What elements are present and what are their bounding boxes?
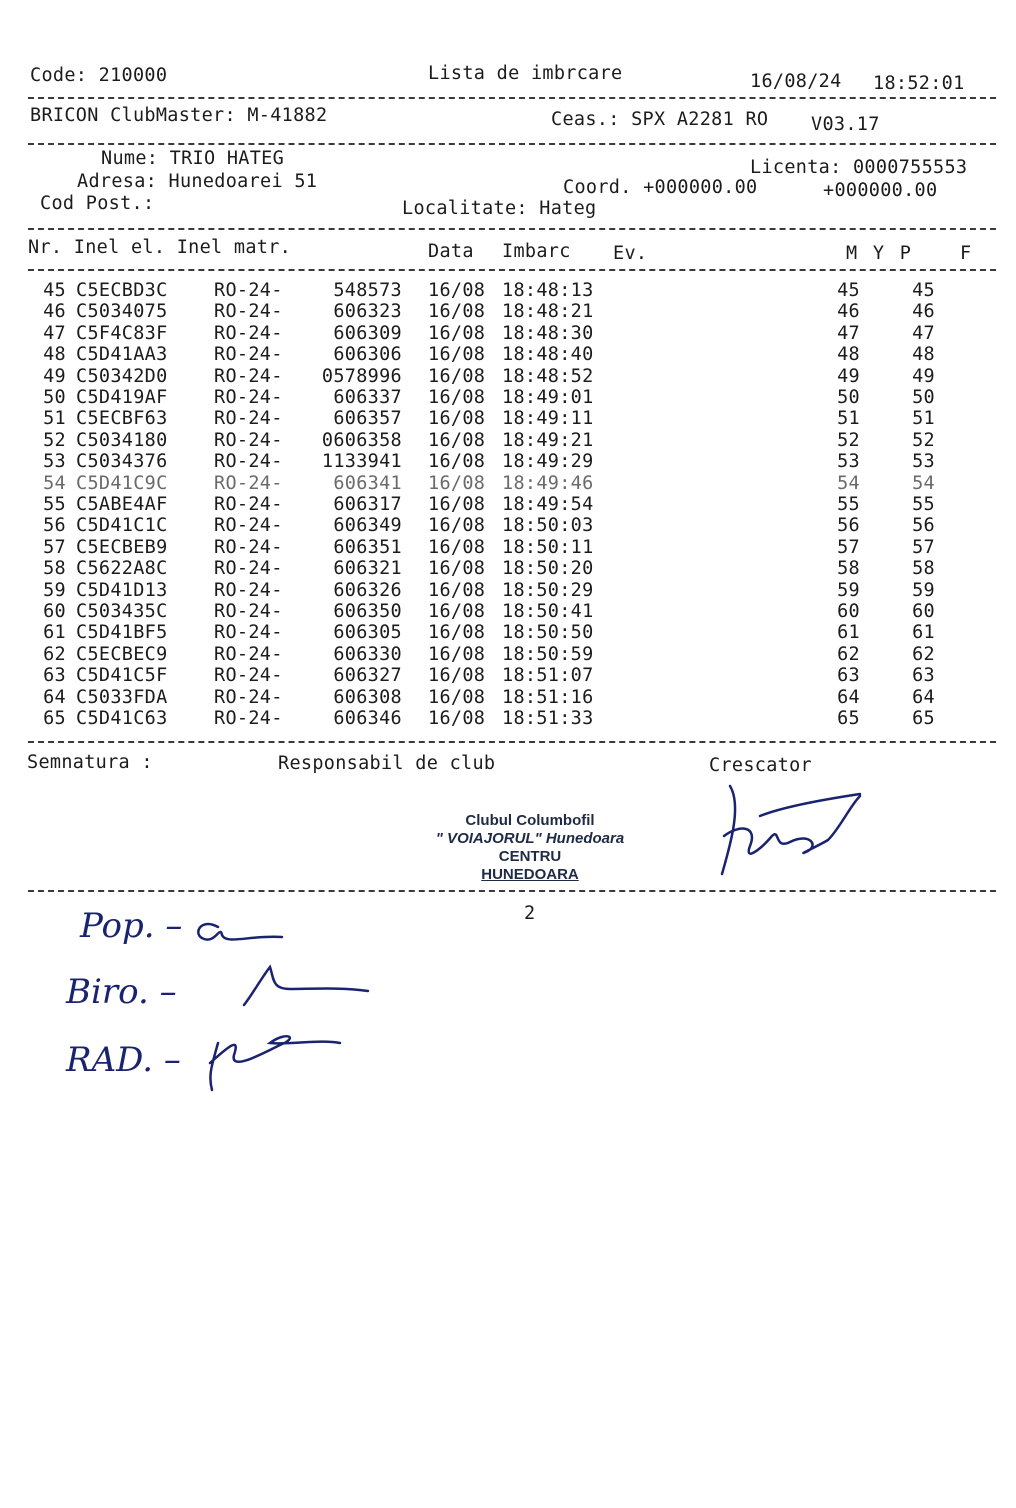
ring-prefix: RO-24-	[214, 558, 283, 580]
ring-prefix: RO-24-	[214, 643, 283, 665]
row-number: 59	[43, 579, 66, 601]
row-number: 53	[43, 451, 66, 473]
ring-number: 606337	[333, 387, 402, 408]
ring-prefix: RO-24-	[214, 472, 283, 494]
row-number: 50	[43, 387, 66, 408]
table-row	[0, 494, 1016, 515]
electronic-ring: C5F4C83F	[76, 322, 168, 344]
divider	[28, 269, 996, 271]
fancier-address: Adresa: Hunedoarei 51	[77, 171, 318, 192]
p-value: 51	[912, 408, 935, 430]
divider	[28, 143, 996, 145]
row-number: 57	[43, 536, 66, 558]
ring-number: 606327	[333, 665, 402, 687]
device-label: BRICON ClubMaster: M-41882	[30, 105, 328, 126]
coordinates-second: +000000.00	[823, 180, 938, 201]
ring-number: 548573	[333, 280, 402, 301]
m-value: 54	[837, 472, 860, 494]
electronic-ring: C5034376	[76, 451, 168, 473]
row-number: 63	[43, 665, 66, 687]
m-value: 59	[837, 579, 860, 601]
row-number: 56	[43, 515, 66, 537]
postcode-label: Cod Post.:	[40, 193, 155, 214]
p-value: 53	[912, 451, 935, 473]
table-row	[0, 344, 1016, 365]
fancier-name: Nume: TRIO HATEG	[101, 148, 285, 169]
ring-prefix: RO-24-	[214, 322, 283, 344]
electronic-ring: C5034075	[76, 301, 168, 323]
boarding-time: 18:50:20	[502, 558, 594, 580]
boarding-date: 16/08	[428, 408, 486, 430]
table-row	[0, 301, 1016, 322]
boarding-time: 18:49:29	[502, 451, 594, 473]
ring-prefix: RO-24-	[214, 494, 283, 515]
ring-number: 606308	[333, 686, 402, 708]
table-row	[0, 644, 1016, 665]
m-value: 49	[837, 365, 860, 387]
m-value: 53	[837, 451, 860, 473]
ring-number: 0578996	[321, 365, 402, 387]
p-value: 60	[912, 601, 935, 622]
electronic-ring: C5D41AA3	[76, 344, 168, 366]
boarding-time: 18:49:21	[502, 429, 594, 451]
table-row	[0, 665, 1016, 686]
p-value: 58	[912, 558, 935, 580]
clock-label: Ceas.: SPX A2281 RO	[551, 109, 769, 130]
boarding-date: 16/08	[428, 322, 486, 344]
p-value: 49	[912, 365, 935, 387]
table-row	[0, 708, 1016, 729]
m-value: 57	[837, 536, 860, 558]
row-number: 60	[43, 601, 66, 622]
p-value: 62	[912, 643, 935, 665]
ring-prefix: RO-24-	[214, 451, 283, 473]
ring-number: 606317	[333, 494, 402, 515]
boarding-date: 16/08	[428, 665, 486, 687]
boarding-time: 18:49:54	[502, 494, 594, 515]
ring-number: 606351	[333, 536, 402, 558]
row-number: 54	[43, 472, 66, 494]
divider	[28, 741, 996, 743]
handwritten-note-biro: Biro. –	[66, 972, 177, 1012]
stamp-line: HUNEDOARA	[481, 866, 579, 883]
breeder-label: Crescator	[709, 755, 812, 776]
table-row	[0, 473, 1016, 494]
boarding-time: 18:50:41	[502, 601, 594, 622]
ring-number: 1133941	[321, 451, 402, 473]
p-value: 64	[912, 686, 935, 708]
p-value: 57	[912, 536, 935, 558]
m-value: 65	[837, 708, 860, 729]
p-value: 52	[912, 429, 935, 451]
col-header-date: Data	[428, 241, 474, 262]
ring-prefix: RO-24-	[214, 665, 283, 687]
electronic-ring: C5D41C63	[76, 708, 168, 729]
m-value: 47	[837, 322, 860, 344]
ring-prefix: RO-24-	[214, 708, 283, 729]
boarding-date: 16/08	[428, 622, 486, 644]
boarding-date: 16/08	[428, 280, 486, 301]
boarding-date: 16/08	[428, 429, 486, 451]
boarding-date: 16/08	[428, 579, 486, 601]
boarding-time: 18:48:40	[502, 344, 594, 366]
boarding-date: 16/08	[428, 387, 486, 408]
electronic-ring: C5ABE4AF	[76, 494, 168, 515]
row-number: 52	[43, 429, 66, 451]
handwritten-signatures	[190, 905, 380, 1095]
col-header-f: F	[960, 243, 972, 264]
m-value: 58	[837, 558, 860, 580]
divider	[28, 890, 996, 892]
ring-prefix: RO-24-	[214, 408, 283, 430]
breeder-signature	[700, 776, 870, 886]
row-number: 47	[43, 322, 66, 344]
boarding-time: 18:50:29	[502, 579, 594, 601]
row-number: 51	[43, 408, 66, 430]
electronic-ring: C5D41BF5	[76, 622, 168, 644]
electronic-ring: C5034180	[76, 429, 168, 451]
m-value: 56	[837, 515, 860, 537]
ring-prefix: RO-24-	[214, 344, 283, 366]
table-row	[0, 601, 1016, 622]
p-value: 63	[912, 665, 935, 687]
boarding-date: 16/08	[428, 536, 486, 558]
table-row	[0, 687, 1016, 708]
boarding-time: 18:49:01	[502, 387, 594, 408]
table-row	[0, 408, 1016, 429]
ring-number: 606346	[333, 708, 402, 729]
row-number: 48	[43, 344, 66, 366]
coordinates-first: Coord. +000000.00	[563, 177, 758, 198]
electronic-ring: C5D41C5F	[76, 665, 168, 687]
table-row	[0, 451, 1016, 472]
electronic-ring: C5ECBEB9	[76, 536, 168, 558]
row-number: 62	[43, 643, 66, 665]
boarding-time: 18:51:07	[502, 665, 594, 687]
stamp-line: CENTRU	[498, 848, 562, 865]
col-header-ev: Ev.	[613, 243, 648, 264]
locality: Localitate: Hateg	[402, 198, 597, 219]
ring-number: 606305	[333, 622, 402, 644]
license-number: Licenta: 0000755553	[750, 157, 968, 178]
boarding-time: 18:48:52	[502, 365, 594, 387]
table-row	[0, 558, 1016, 579]
row-number: 58	[43, 558, 66, 580]
stamp-line: Clubul Columbofil	[465, 812, 595, 829]
boarding-time: 18:51:33	[502, 708, 594, 729]
boarding-date: 16/08	[428, 365, 486, 387]
electronic-ring: C5033FDA	[76, 686, 168, 708]
ring-number: 606350	[333, 601, 402, 622]
handwritten-note-rad: RAD. –	[66, 1040, 181, 1080]
p-value: 61	[912, 622, 935, 644]
ring-prefix: RO-24-	[214, 515, 283, 537]
boarding-time: 18:48:13	[502, 280, 594, 301]
table-row	[0, 280, 1016, 301]
m-value: 63	[837, 665, 860, 687]
row-number: 65	[43, 708, 66, 729]
boarding-date: 16/08	[428, 708, 486, 729]
table-row	[0, 515, 1016, 536]
ring-number: 606306	[333, 344, 402, 366]
electronic-ring: C5D41C1C	[76, 515, 168, 537]
p-value: 45	[912, 280, 935, 301]
electronic-ring: C5ECBEC9	[76, 643, 168, 665]
ring-number: 606349	[333, 515, 402, 537]
ring-prefix: RO-24-	[214, 301, 283, 323]
handwritten-note-pop: Pop. –	[80, 906, 183, 946]
table-row	[0, 430, 1016, 451]
m-value: 61	[837, 622, 860, 644]
ring-number: 606321	[333, 558, 402, 580]
boarding-time: 18:50:50	[502, 622, 594, 644]
m-value: 51	[837, 408, 860, 430]
table-row	[0, 537, 1016, 558]
version-label: V03.17	[811, 114, 880, 135]
boarding-time: 18:51:16	[502, 686, 594, 708]
ring-number: 606326	[333, 579, 402, 601]
ring-number: 606341	[333, 472, 402, 494]
boarding-time: 18:49:11	[502, 408, 594, 430]
ring-prefix: RO-24-	[214, 429, 283, 451]
club-responsible-label: Responsabil de club	[278, 753, 496, 774]
boarding-time: 18:50:03	[502, 515, 594, 537]
ring-prefix: RO-24-	[214, 365, 283, 387]
boarding-time: 18:49:46	[502, 472, 594, 494]
boarding-date: 16/08	[428, 451, 486, 473]
m-value: 48	[837, 344, 860, 366]
boarding-time: 18:50:11	[502, 536, 594, 558]
divider	[28, 228, 996, 230]
row-number: 61	[43, 622, 66, 644]
ring-number: 606330	[333, 643, 402, 665]
p-value: 65	[912, 708, 935, 729]
ring-prefix: RO-24-	[214, 622, 283, 644]
m-value: 64	[837, 686, 860, 708]
ring-prefix: RO-24-	[214, 579, 283, 601]
row-number: 46	[43, 301, 66, 323]
table-row	[0, 580, 1016, 601]
electronic-ring: C5ECBF63	[76, 408, 168, 430]
ring-prefix: RO-24-	[214, 387, 283, 408]
ring-prefix: RO-24-	[214, 601, 283, 622]
m-value: 46	[837, 301, 860, 323]
p-value: 56	[912, 515, 935, 537]
code-label: Code: 210000	[30, 65, 168, 86]
electronic-ring: C5D41D13	[76, 579, 168, 601]
divider	[28, 97, 996, 99]
boarding-date: 16/08	[428, 301, 486, 323]
electronic-ring: C5ECBD3C	[76, 280, 168, 301]
p-value: 47	[912, 322, 935, 344]
table-row	[0, 622, 1016, 643]
ring-number: 606309	[333, 322, 402, 344]
table-row	[0, 366, 1016, 387]
boarding-date: 16/08	[428, 515, 486, 537]
boarding-date: 16/08	[428, 686, 486, 708]
col-header-myp: M Y P	[846, 243, 912, 264]
electronic-ring: C5622A8C	[76, 558, 168, 580]
boarding-date: 16/08	[428, 601, 486, 622]
row-number: 55	[43, 494, 66, 515]
p-value: 59	[912, 579, 935, 601]
row-number: 45	[43, 280, 66, 301]
ring-prefix: RO-24-	[214, 536, 283, 558]
p-value: 50	[912, 387, 935, 408]
boarding-date: 16/08	[428, 472, 486, 494]
boarding-time: 18:50:59	[502, 643, 594, 665]
col-header-rings: Nr. Inel el. Inel matr.	[28, 237, 292, 258]
stamp-line: " VOIAJORUL" Hunedoara	[435, 830, 625, 847]
ring-number: 0606358	[321, 429, 402, 451]
electronic-ring: C5D41C9C	[76, 472, 168, 494]
p-value: 54	[912, 472, 935, 494]
row-number: 49	[43, 365, 66, 387]
m-value: 45	[837, 280, 860, 301]
boarding-date: 16/08	[428, 558, 486, 580]
p-value: 55	[912, 494, 935, 515]
m-value: 55	[837, 494, 860, 515]
document-title: Lista de imbrcare	[428, 63, 623, 84]
ring-prefix: RO-24-	[214, 686, 283, 708]
signature-label: Semnatura :	[27, 752, 153, 773]
print-date: 16/08/24	[750, 71, 842, 92]
print-time: 18:52:01	[873, 73, 965, 94]
electronic-ring: C5D419AF	[76, 387, 168, 408]
p-value: 48	[912, 344, 935, 366]
m-value: 62	[837, 643, 860, 665]
ring-number: 606323	[333, 301, 402, 323]
boarding-date: 16/08	[428, 643, 486, 665]
boarding-date: 16/08	[428, 344, 486, 366]
table-row	[0, 387, 1016, 408]
table-row	[0, 323, 1016, 344]
ring-number: 606357	[333, 408, 402, 430]
p-value: 46	[912, 301, 935, 323]
boarding-time: 18:48:30	[502, 322, 594, 344]
m-value: 60	[837, 601, 860, 622]
boarding-time: 18:48:21	[502, 301, 594, 323]
m-value: 52	[837, 429, 860, 451]
page-number: 2	[524, 903, 536, 924]
m-value: 50	[837, 387, 860, 408]
boarding-date: 16/08	[428, 494, 486, 515]
electronic-ring: C50342D0	[76, 365, 168, 387]
row-number: 64	[43, 686, 66, 708]
ring-prefix: RO-24-	[214, 280, 283, 301]
col-header-boarding: Imbarc	[502, 241, 571, 262]
electronic-ring: C503435C	[76, 601, 168, 622]
club-stamp	[410, 812, 650, 884]
